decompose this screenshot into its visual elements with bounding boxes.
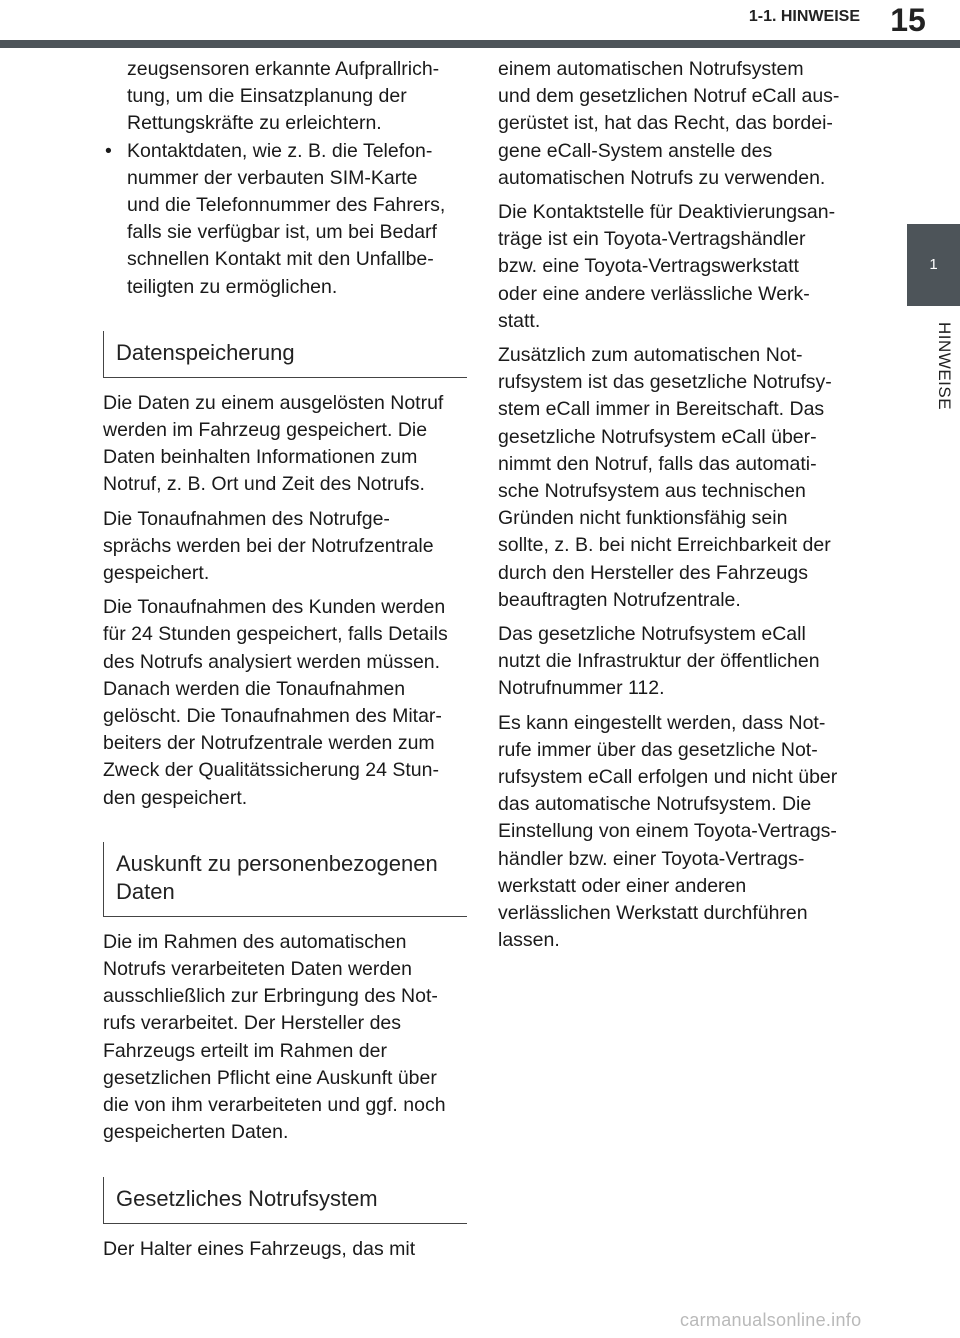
section-header-label: 1-1. HINWEISE bbox=[748, 8, 860, 25]
chapter-tab[interactable]: 1 bbox=[907, 224, 960, 306]
left-column bbox=[103, 56, 463, 1270]
paragraph: einem automatischen Notrufsystem und dem gesetzlichen Notruf eCall aus- gerüstet ist, hat das Recht, das bordei- gene eCall-System anstelle des automatischen Notrufs zu verwenden. bbox=[498, 58, 840, 189]
bullet-item bbox=[103, 138, 463, 301]
intro-continuation: zeugsensoren erkannte Aufprallrich- tung, um die Einsatzplanung der Rettungskräfte zu erleichtern. bbox=[127, 58, 440, 135]
page-number: 15 bbox=[890, 2, 926, 38]
paragraph: Die Tonaufnahmen des Notrufge- sprächs werden bei der Notrufzentrale gespeichert. bbox=[103, 507, 434, 585]
heading-datenspeicherung: Datenspeicherung bbox=[103, 331, 467, 378]
chapter-tab-label: HINWEISE bbox=[935, 322, 954, 411]
bullet-marker: • bbox=[105, 139, 112, 162]
paragraph: Die im Rahmen des automatischen Notrufs verarbeiteten Daten werden ausschließlich zur Erbringung des Not- rufs verarbeitet. Der Hersteller des Fahrzeugs erteilt im Rahmen der gesetzlichen Pflicht eine Auskunft über die von ihm verarbeiteten und ggf. noch gespeicherten Daten. bbox=[103, 930, 446, 1144]
paragraph: Zusätzlich zum automatischen Not- rufsystem ist das gesetzliche Notrufsy- stem eCall immer in Bereitschaft. Das gesetzliche Notrufsystem eCall über- nimmt den Notruf, falls das automati- sche Notrufsystem aus technischen Gründen nicht funktionsfähig sein sollte, z. B. bei nicht Erreichbarkeit der durch den Hersteller des Fahrzeugs beauftragten Notrufzentrale. bbox=[498, 344, 832, 611]
right-column bbox=[498, 56, 860, 962]
paragraph: Das gesetzliche Notrufsystem eCall nutzt die Infrastruktur der öffentlichen Notrufnummer 112. bbox=[498, 623, 820, 700]
paragraph: Der Halter eines Fahrzeugs, das mit bbox=[103, 1237, 416, 1260]
bullet-text: Kontaktdaten, wie z. B. die Telefon- nummer der verbauten SIM-Karte und die Telefonnummer des Fahrers, falls sie verfügbar ist, um bei Bedarf schnellen Kontakt mit den Unfallbe- teiligten zu ermöglichen. bbox=[127, 139, 446, 298]
paragraph: Die Kontaktstelle für Deaktivierungsan- träge ist ein Toyota-Vertragshändler bzw. eine Toyota-Vertragswerkstatt oder eine andere verlässliche Werk- statt. bbox=[498, 201, 836, 332]
header-rule bbox=[0, 40, 960, 48]
heading-auskunft: Auskunft zu personenbezogenen Daten bbox=[103, 842, 467, 917]
paragraph: Die Daten zu einem ausgelösten Notruf werden im Fahrzeug gespeichert. Die Daten beinhalten Informationen zum Notruf, z. B. Ort und Zeit des Notrufs. bbox=[103, 391, 444, 496]
paragraph: Es kann eingestellt werden, dass Not- rufe immer über das gesetzliche Not- rufsystem eCall erfolgen und nicht über das automatische Notrufsystem. Die Einstellung von einem Toyota-Vertrags- händler bzw. einer Toyota-Vertrags- werkstatt oder einer anderen verlässlichen Werkstatt durchführen lassen. bbox=[498, 711, 838, 952]
watermark: carmanualsonline.info bbox=[680, 1310, 862, 1330]
heading-gesetzlich: Gesetzliches Notrufsystem bbox=[103, 1177, 467, 1224]
paragraph: Die Tonaufnahmen des Kunden werden für 24 Stunden gespeichert, falls Details des Notrufs analysiert werden müssen. Danach werden die Tonaufnahmen gelöscht. Die Tonaufnahmen des Mitar- beiters der Notrufzentrale werden zum Zweck der Qualitätssicherung 24 Stun- den gespeichert. bbox=[103, 596, 448, 809]
